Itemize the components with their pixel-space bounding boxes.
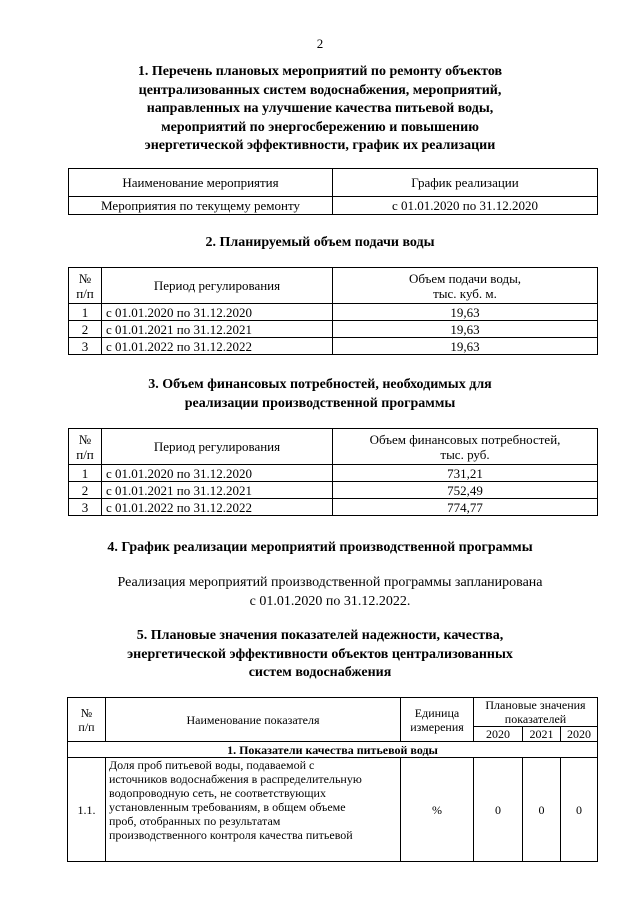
value-2020-b: 0 [561, 758, 598, 862]
title-line: энергетической эффективности, график их реализации [144, 138, 496, 153]
period: с 01.01.2022 по 31.12.2022 [102, 338, 333, 355]
period: с 01.01.2021 по 31.12.2021 [102, 321, 333, 338]
value: 752,49 [333, 482, 598, 499]
section-4-paragraph [60, 573, 600, 611]
paragraph-line: Реализация мероприятий производственной программы запланирована [117, 575, 543, 590]
unit: % [401, 758, 474, 862]
row-number: 3 [69, 499, 102, 516]
activities-table [68, 168, 598, 215]
column-header-num: № п/п [68, 698, 106, 742]
table-row [69, 465, 598, 482]
title-line: реализации производственной программы [184, 395, 456, 411]
title-line: 3. Объем финансовых потребностей, необходимых для [148, 377, 492, 392]
title-line: 1. Перечень плановых мероприятий по ремонту объектов [137, 64, 503, 79]
table-row [69, 197, 598, 215]
column-header-value: Объем подачи воды, тыс. куб. м. [333, 268, 598, 304]
title-line: централизованных систем водоснабжения, мероприятий, [138, 82, 502, 98]
column-header-num: № п/п [69, 268, 102, 304]
page-number: 2 [316, 36, 324, 51]
indicators-table [67, 697, 598, 862]
title-line: энергетической эффективности объектов централизованных [127, 646, 513, 662]
year-header: 2020 [474, 727, 523, 742]
title-line: 5. Плановые значения показателей надежности, качества, [136, 628, 504, 643]
row-number: 3 [69, 338, 102, 355]
schedule: с 01.01.2020 по 31.12.2020 [333, 197, 598, 215]
paragraph-line: с 01.01.2020 по 31.12.2022. [249, 594, 411, 609]
water-volume-table [68, 267, 598, 355]
column-header: График реализации [333, 169, 598, 197]
title-line: систем водоснабжения [248, 665, 392, 680]
financial-table [68, 428, 598, 516]
value: 774,77 [333, 499, 598, 516]
table-row [69, 482, 598, 499]
value: 19,63 [333, 338, 598, 355]
row-number: 1 [69, 465, 102, 482]
column-header: Наименование мероприятия [69, 169, 333, 197]
column-header-period: Период регулирования [102, 429, 333, 465]
section-5-title [60, 627, 580, 683]
period: с 01.01.2021 по 31.12.2021 [102, 482, 333, 499]
value: 19,63 [333, 321, 598, 338]
title-line: мероприятий по энергосбережению и повышению [161, 119, 479, 135]
section-2-title: 2. Планируемый объем подачи воды [205, 235, 435, 250]
row-number: 1 [69, 304, 102, 321]
subsection-heading: 1. Показатели качества питьевой воды [68, 742, 598, 758]
section-4-title: 4. График реализации мероприятий производственной программы [107, 540, 533, 555]
column-header-planned: Плановые значения показателей [474, 698, 598, 727]
table-row [69, 321, 598, 338]
table-row [69, 338, 598, 355]
value-2020: 0 [474, 758, 523, 862]
year-header: 2020 [561, 727, 598, 742]
row-number: 2 [69, 321, 102, 338]
column-header-period: Период регулирования [102, 268, 333, 304]
section-3-title [60, 376, 580, 413]
section-1-title [60, 63, 580, 156]
column-header-name: Наименование показателя [106, 698, 401, 742]
activity-name: Мероприятия по текущему ремонту [69, 197, 333, 215]
row-number: 1.1. [68, 758, 106, 862]
value-2021: 0 [523, 758, 561, 862]
table-row [68, 758, 598, 862]
title-line: направленных на улучшение качества питьевой воды, [146, 101, 494, 116]
table-row [69, 304, 598, 321]
column-header-num: № п/п [69, 429, 102, 465]
value: 731,21 [333, 465, 598, 482]
period: с 01.01.2020 по 31.12.2020 [102, 465, 333, 482]
column-header-unit: Единица измерения [401, 698, 474, 742]
table-row [69, 499, 598, 516]
column-header-value: Объем финансовых потребностей, тыс. руб. [333, 429, 598, 465]
indicator-description: Доля проб питьевой воды, подаваемой с источников водоснабжения в распределительную водопроводную сеть, не соответствующих установленным требованиям, в общем объеме проб, отобранных по результатам производственного контроля качества питьевой [106, 758, 401, 862]
period: с 01.01.2022 по 31.12.2022 [102, 499, 333, 516]
value: 19,63 [333, 304, 598, 321]
row-number: 2 [69, 482, 102, 499]
period: с 01.01.2020 по 31.12.2020 [102, 304, 333, 321]
year-header: 2021 [523, 727, 561, 742]
